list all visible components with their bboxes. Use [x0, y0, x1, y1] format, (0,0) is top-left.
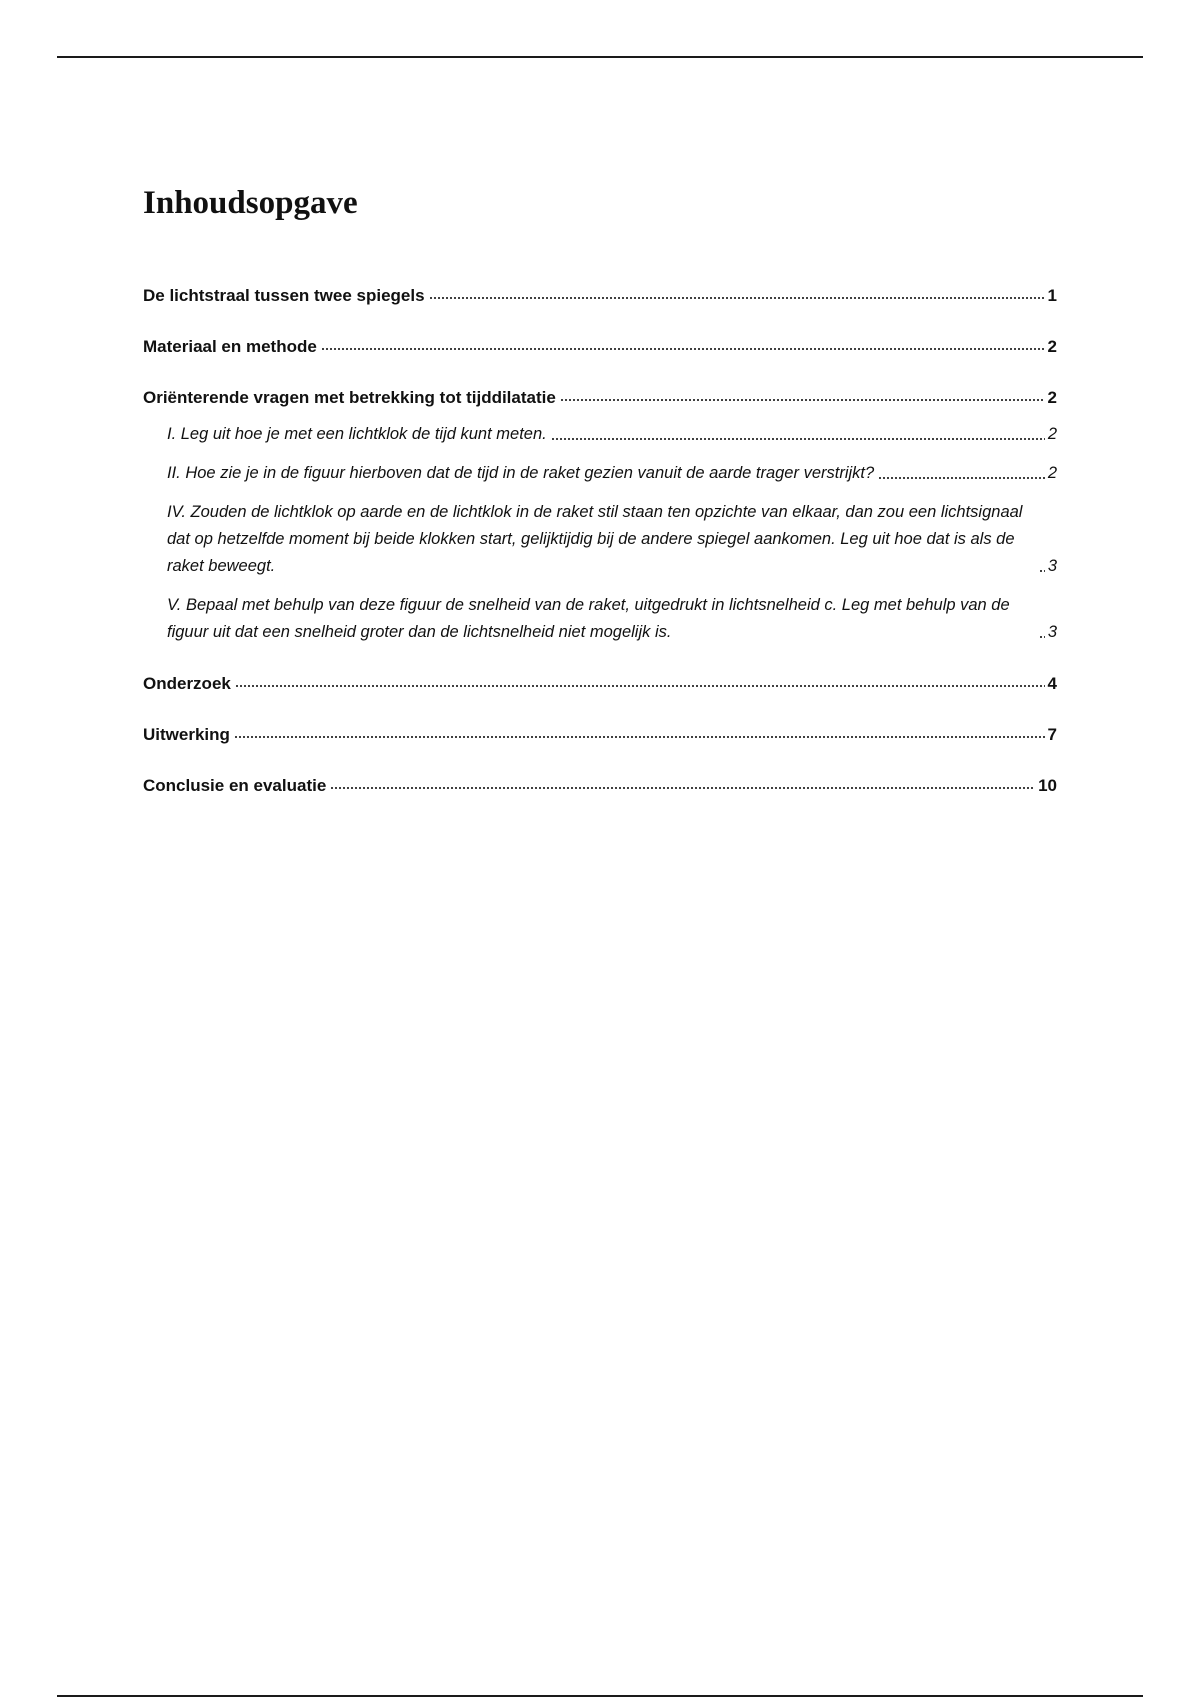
toc-entry-text: Uitwerking — [143, 725, 230, 744]
toc-entry-text: Onderzoek — [143, 674, 231, 693]
toc-entry-lichtstraal[interactable] — [143, 285, 1057, 307]
toc-entry-uitwerking[interactable] — [143, 724, 1057, 746]
toc-entry-text: IV. Zouden de lichtklok op aarde en de lichtklok in de raket stil staan ten opzichte van elkaar, dan zou een lichtsignaal dat op hetzelfde moment bij beide klokken start, gelijktijdig bij de andere spiegel aankomen. Leg uit hoe dat is als de raket beweegt. — [167, 503, 1023, 575]
dot-leader — [235, 683, 1045, 689]
toc-subentry-vraag-5[interactable] — [143, 592, 1057, 646]
dot-leader — [551, 436, 1045, 442]
toc-entry-text: Conclusie en evaluatie — [143, 776, 327, 795]
footer-rule — [57, 1695, 1143, 1697]
table-of-contents — [143, 285, 1057, 797]
toc-entry-text: Materiaal en methode — [143, 337, 317, 356]
dot-leader — [234, 734, 1045, 740]
toc-subentry-vraag-2[interactable] — [143, 460, 1057, 487]
dot-leader — [429, 295, 1045, 301]
toc-page-number: 2 — [1047, 337, 1057, 356]
toc-page-number: 2 — [1047, 425, 1057, 443]
toc-entry-onderzoek[interactable] — [143, 673, 1057, 695]
toc-entry-conclusie[interactable] — [143, 775, 1057, 797]
toc-page-number: 1 — [1047, 286, 1057, 305]
toc-entry-text: I. Leg uit hoe je met een lichtklok de tijd kunt meten. — [167, 425, 547, 443]
dot-leader — [560, 397, 1045, 403]
toc-page-number: 3 — [1047, 623, 1057, 641]
dot-leader — [321, 346, 1045, 352]
toc-entry-text: Oriënterende vragen met betrekking tot tijddilatatie — [143, 388, 556, 407]
toc-page-number: 3 — [1047, 557, 1057, 575]
dot-leader — [1039, 634, 1045, 640]
toc-subentry-vraag-1[interactable] — [143, 421, 1057, 448]
toc-entry-materiaal[interactable] — [143, 336, 1057, 358]
toc-entry-text: II. Hoe zie je in de figuur hierboven dat de tijd in de raket gezien vanuit de aarde trager verstrijkt? — [167, 464, 875, 482]
header-rule — [57, 56, 1143, 58]
toc-subentry-vraag-4[interactable] — [143, 499, 1057, 580]
toc-page-number: 2 — [1047, 464, 1057, 482]
toc-page-number: 10 — [1038, 776, 1057, 795]
toc-entry-orienterende-vragen[interactable] — [143, 387, 1057, 409]
toc-page-number: 2 — [1047, 388, 1057, 407]
page-title: Inhoudsopgave — [143, 185, 358, 221]
toc-entry-text: V. Bepaal met behulp van deze figuur de snelheid van de raket, uitgedrukt in lichtsnelheid c. Leg met behulp van de figuur uit dat een snelheid groter dan de lichtsnelheid niet mogelijk is. — [167, 596, 1010, 641]
dot-leader — [330, 785, 1035, 791]
toc-entry-text: De lichtstraal tussen twee spiegels — [143, 286, 425, 305]
dot-leader — [878, 475, 1045, 481]
toc-page-number: 4 — [1047, 674, 1057, 693]
toc-page-number: 7 — [1047, 725, 1057, 744]
dot-leader — [1039, 568, 1045, 574]
